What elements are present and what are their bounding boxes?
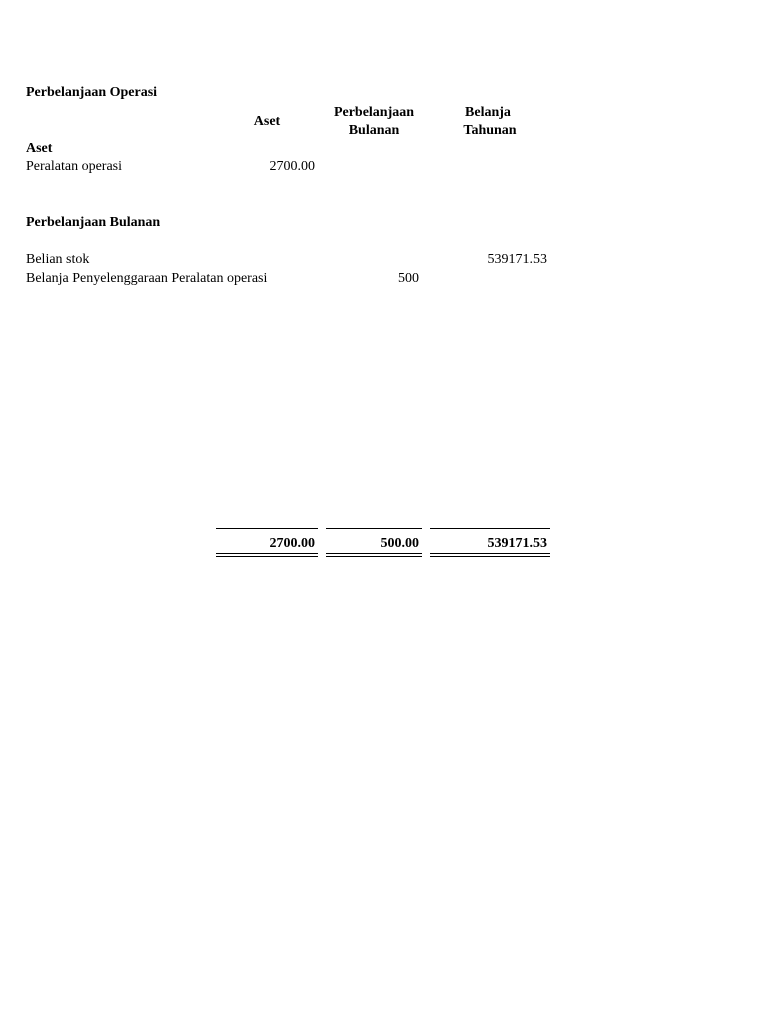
total-top-rule-bulanan [326, 528, 422, 529]
row-value-bulanan: 500 [398, 271, 419, 286]
row-label: Belanja Penyelenggaraan Peralatan operasi [26, 271, 268, 286]
column-header-belanja-tahunan-line1: Belanja [465, 105, 511, 120]
document-title: Perbelanjaan Operasi [26, 85, 158, 100]
column-header-aset: Aset [253, 114, 281, 129]
total-tahunan: 539171.53 [487, 536, 547, 551]
total-double-rule-bulanan [326, 553, 422, 557]
total-top-rule-tahunan [430, 528, 550, 529]
column-header-perbelanjaan-bulanan-line1: Perbelanjaan [333, 105, 415, 120]
row-value-aset: 2700.00 [269, 159, 315, 174]
total-bulanan: 500.00 [380, 536, 419, 551]
row-value-tahunan: 539171.53 [487, 252, 547, 267]
row-label: Belian stok [26, 252, 90, 267]
row-label: Peralatan operasi [26, 159, 123, 174]
column-header-belanja-tahunan-line2: Tahunan [463, 123, 517, 138]
total-top-rule-aset [216, 528, 318, 529]
total-aset: 2700.00 [269, 536, 315, 551]
column-header-perbelanjaan-bulanan-line2: Bulanan [348, 123, 400, 138]
section-heading-aset: Aset [26, 141, 53, 156]
total-double-rule-aset [216, 553, 318, 557]
section-heading-perbelanjaan-bulanan: Perbelanjaan Bulanan [26, 215, 161, 230]
total-double-rule-tahunan [430, 553, 550, 557]
